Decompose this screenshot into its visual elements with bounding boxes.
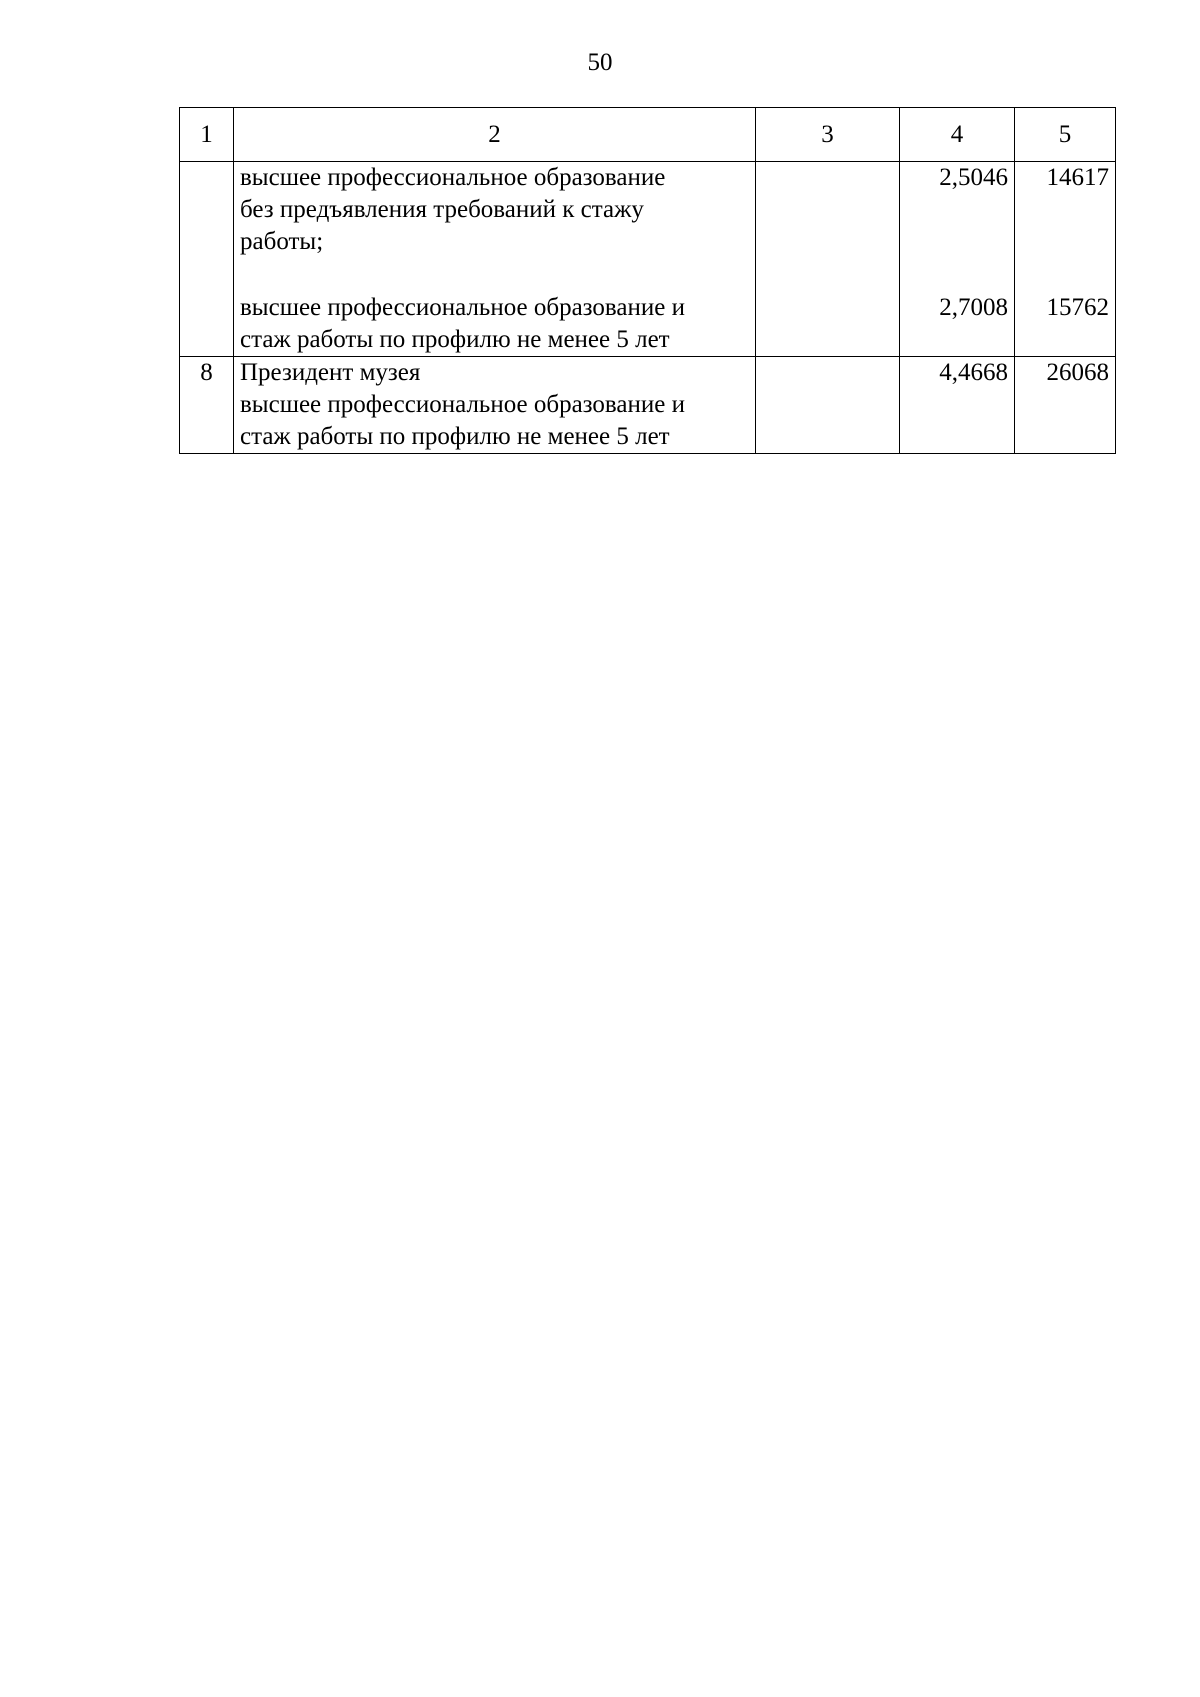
header-col-4: 4 <box>900 108 1015 162</box>
salary-value: 15762 <box>1046 294 1109 321</box>
qualification-line: высшее профессиональное образование и <box>240 294 685 321</box>
salary-cell <box>1015 357 1116 454</box>
coefficient-cell <box>900 357 1015 454</box>
col3-cell <box>756 162 900 357</box>
header-col-2: 2 <box>234 108 756 162</box>
qualification-line: работы; <box>240 228 324 255</box>
qualification-line: стаж работы по профилю не менее 5 лет <box>240 326 670 353</box>
header-col-1: 1 <box>180 108 234 162</box>
position-title: Президент музея <box>240 359 421 386</box>
coefficient-value: 4,4668 <box>939 359 1008 386</box>
qualification-line: высшее профессиональное образование и <box>240 391 685 418</box>
qualification-cell <box>234 357 756 454</box>
entry-spacer <box>906 258 1008 292</box>
qualification-line: стаж работы по профилю не менее 5 лет <box>240 423 670 450</box>
salary-table <box>179 107 1116 454</box>
table-row <box>180 357 1116 454</box>
value-spacer <box>906 194 1008 258</box>
qualification-line: без предъявления требований к стажу <box>240 196 644 223</box>
row-number <box>180 162 234 357</box>
table-header-row <box>180 108 1116 162</box>
header-col-3: 3 <box>756 108 900 162</box>
coefficient-cell <box>900 162 1015 357</box>
header-col-5: 5 <box>1015 108 1116 162</box>
page-number: 50 <box>587 49 613 76</box>
salary-value: 14617 <box>1046 164 1109 191</box>
salary-cell <box>1015 162 1116 357</box>
table-row <box>180 162 1116 357</box>
entry-spacer <box>240 258 749 292</box>
value-spacer <box>1021 194 1109 258</box>
row-number: 8 <box>180 357 234 454</box>
salary-value: 26068 <box>1046 359 1109 386</box>
col3-cell <box>756 357 900 454</box>
coefficient-value: 2,5046 <box>939 164 1008 191</box>
coefficient-value: 2,7008 <box>939 294 1008 321</box>
qualification-line: высшее профессиональное образование <box>240 164 666 191</box>
qualification-cell <box>234 162 756 357</box>
entry-spacer <box>1021 258 1109 292</box>
